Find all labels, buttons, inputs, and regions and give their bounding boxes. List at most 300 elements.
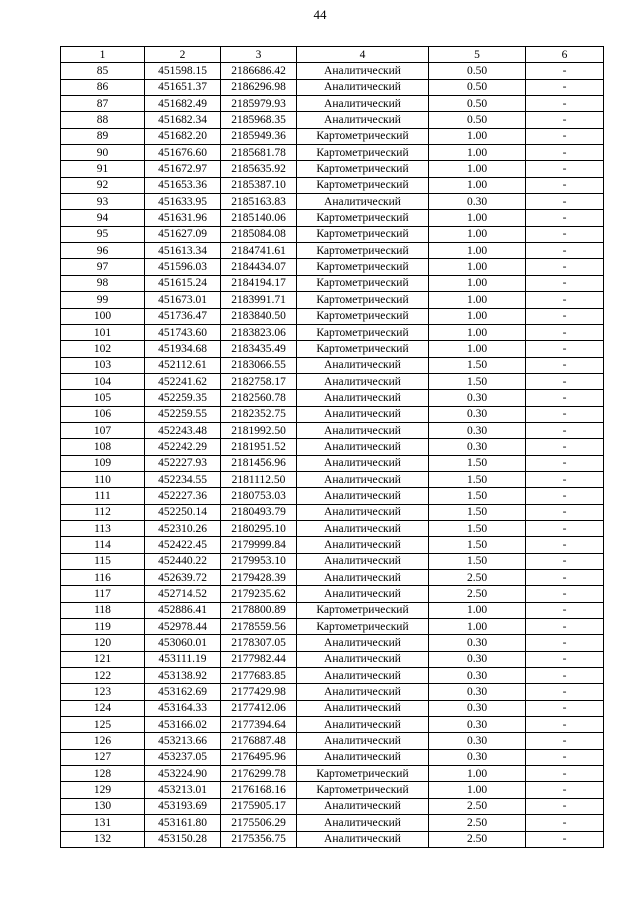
x-coordinate-cell: 451615.24 bbox=[145, 275, 221, 291]
x-coordinate-cell: 452886.41 bbox=[145, 602, 221, 618]
table-row bbox=[61, 733, 604, 749]
x-coordinate-cell: 452227.36 bbox=[145, 488, 221, 504]
description-cell: - bbox=[526, 570, 604, 586]
y-coordinate-cell: 2177429.98 bbox=[221, 684, 297, 700]
method-cell: Аналитический bbox=[297, 422, 429, 438]
table-row bbox=[61, 635, 604, 651]
method-cell: Аналитический bbox=[297, 831, 429, 847]
description-cell: - bbox=[526, 749, 604, 765]
table-row bbox=[61, 570, 604, 586]
point-number-cell: 92 bbox=[61, 177, 145, 193]
description-cell: - bbox=[526, 79, 604, 95]
description-cell: - bbox=[526, 406, 604, 422]
accuracy-cell: 2.50 bbox=[429, 815, 526, 831]
accuracy-cell: 0.30 bbox=[429, 422, 526, 438]
point-number-cell: 121 bbox=[61, 651, 145, 667]
accuracy-cell: 0.30 bbox=[429, 700, 526, 716]
method-cell: Аналитический bbox=[297, 79, 429, 95]
method-cell: Картометрический bbox=[297, 341, 429, 357]
description-cell: - bbox=[526, 308, 604, 324]
method-cell: Картометрический bbox=[297, 210, 429, 226]
description-cell: - bbox=[526, 488, 604, 504]
x-coordinate-cell: 451613.34 bbox=[145, 243, 221, 259]
y-coordinate-cell: 2176887.48 bbox=[221, 733, 297, 749]
point-number-cell: 89 bbox=[61, 128, 145, 144]
table-row bbox=[61, 194, 604, 210]
y-coordinate-cell: 2184741.61 bbox=[221, 243, 297, 259]
method-cell: Аналитический bbox=[297, 504, 429, 520]
x-coordinate-cell: 453060.01 bbox=[145, 635, 221, 651]
x-coordinate-cell: 452978.44 bbox=[145, 619, 221, 635]
y-coordinate-cell: 2178800.89 bbox=[221, 602, 297, 618]
accuracy-cell: 1.50 bbox=[429, 504, 526, 520]
x-coordinate-cell: 452242.29 bbox=[145, 439, 221, 455]
method-cell: Аналитический bbox=[297, 471, 429, 487]
y-coordinate-cell: 2181456.96 bbox=[221, 455, 297, 471]
point-number-cell: 118 bbox=[61, 602, 145, 618]
point-number-cell: 128 bbox=[61, 766, 145, 782]
x-coordinate-cell: 453237.05 bbox=[145, 749, 221, 765]
y-coordinate-cell: 2184194.17 bbox=[221, 275, 297, 291]
method-cell: Картометрический bbox=[297, 292, 429, 308]
table-row bbox=[61, 324, 604, 340]
accuracy-cell: 1.00 bbox=[429, 161, 526, 177]
method-cell: Аналитический bbox=[297, 390, 429, 406]
table-row bbox=[61, 275, 604, 291]
table-row bbox=[61, 668, 604, 684]
accuracy-cell: 0.30 bbox=[429, 406, 526, 422]
method-cell: Аналитический bbox=[297, 406, 429, 422]
table-row bbox=[61, 831, 604, 847]
y-coordinate-cell: 2185681.78 bbox=[221, 145, 297, 161]
x-coordinate-cell: 453224.90 bbox=[145, 766, 221, 782]
description-cell: - bbox=[526, 422, 604, 438]
accuracy-cell: 0.50 bbox=[429, 79, 526, 95]
point-number-cell: 93 bbox=[61, 194, 145, 210]
point-number-cell: 114 bbox=[61, 537, 145, 553]
accuracy-cell: 0.50 bbox=[429, 112, 526, 128]
x-coordinate-cell: 452310.26 bbox=[145, 520, 221, 536]
description-cell: - bbox=[526, 259, 604, 275]
table-row bbox=[61, 226, 604, 242]
point-number-cell: 97 bbox=[61, 259, 145, 275]
accuracy-cell: 0.50 bbox=[429, 63, 526, 79]
description-cell: - bbox=[526, 210, 604, 226]
method-cell: Аналитический bbox=[297, 651, 429, 667]
accuracy-cell: 2.50 bbox=[429, 831, 526, 847]
point-number-cell: 125 bbox=[61, 717, 145, 733]
method-cell: Картометрический bbox=[297, 766, 429, 782]
x-coordinate-cell: 451633.95 bbox=[145, 194, 221, 210]
point-number-cell: 88 bbox=[61, 112, 145, 128]
accuracy-cell: 1.00 bbox=[429, 177, 526, 193]
description-cell: - bbox=[526, 439, 604, 455]
point-number-cell: 102 bbox=[61, 341, 145, 357]
point-number-cell: 123 bbox=[61, 684, 145, 700]
method-cell: Картометрический bbox=[297, 145, 429, 161]
y-coordinate-cell: 2185163.83 bbox=[221, 194, 297, 210]
point-number-cell: 107 bbox=[61, 422, 145, 438]
method-cell: Аналитический bbox=[297, 439, 429, 455]
table-row bbox=[61, 488, 604, 504]
method-cell: Картометрический bbox=[297, 782, 429, 798]
method-cell: Аналитический bbox=[297, 570, 429, 586]
table-row bbox=[61, 766, 604, 782]
description-cell: - bbox=[526, 668, 604, 684]
y-coordinate-cell: 2180493.79 bbox=[221, 504, 297, 520]
x-coordinate-cell: 452234.55 bbox=[145, 471, 221, 487]
y-coordinate-cell: 2180295.10 bbox=[221, 520, 297, 536]
accuracy-cell: 1.00 bbox=[429, 259, 526, 275]
y-coordinate-cell: 2184434.07 bbox=[221, 259, 297, 275]
x-coordinate-cell: 452714.52 bbox=[145, 586, 221, 602]
y-coordinate-cell: 2181951.52 bbox=[221, 439, 297, 455]
description-cell: - bbox=[526, 831, 604, 847]
point-number-cell: 119 bbox=[61, 619, 145, 635]
table-row bbox=[61, 619, 604, 635]
x-coordinate-cell: 452241.62 bbox=[145, 373, 221, 389]
x-coordinate-cell: 451673.01 bbox=[145, 292, 221, 308]
point-number-cell: 129 bbox=[61, 782, 145, 798]
description-cell: - bbox=[526, 471, 604, 487]
y-coordinate-cell: 2182758.17 bbox=[221, 373, 297, 389]
accuracy-cell: 0.30 bbox=[429, 635, 526, 651]
point-number-cell: 106 bbox=[61, 406, 145, 422]
accuracy-cell: 1.50 bbox=[429, 455, 526, 471]
y-coordinate-cell: 2182560.78 bbox=[221, 390, 297, 406]
method-cell: Картометрический bbox=[297, 177, 429, 193]
method-cell: Картометрический bbox=[297, 243, 429, 259]
x-coordinate-cell: 451596.03 bbox=[145, 259, 221, 275]
point-number-cell: 113 bbox=[61, 520, 145, 536]
accuracy-cell: 1.00 bbox=[429, 275, 526, 291]
y-coordinate-cell: 2178559.56 bbox=[221, 619, 297, 635]
method-cell: Картометрический bbox=[297, 602, 429, 618]
x-coordinate-cell: 452259.55 bbox=[145, 406, 221, 422]
y-coordinate-cell: 2176168.16 bbox=[221, 782, 297, 798]
table-row bbox=[61, 112, 604, 128]
point-number-cell: 94 bbox=[61, 210, 145, 226]
accuracy-cell: 1.50 bbox=[429, 357, 526, 373]
point-number-cell: 110 bbox=[61, 471, 145, 487]
table-row bbox=[61, 161, 604, 177]
method-cell: Аналитический bbox=[297, 700, 429, 716]
table-row bbox=[61, 455, 604, 471]
accuracy-cell: 2.50 bbox=[429, 798, 526, 814]
description-cell: - bbox=[526, 112, 604, 128]
y-coordinate-cell: 2185949.36 bbox=[221, 128, 297, 144]
point-number-cell: 132 bbox=[61, 831, 145, 847]
y-coordinate-cell: 2183840.50 bbox=[221, 308, 297, 324]
accuracy-cell: 1.50 bbox=[429, 537, 526, 553]
description-cell: - bbox=[526, 341, 604, 357]
table-row bbox=[61, 717, 604, 733]
description-cell: - bbox=[526, 586, 604, 602]
accuracy-cell: 0.30 bbox=[429, 668, 526, 684]
description-cell: - bbox=[526, 373, 604, 389]
method-cell: Картометрический bbox=[297, 619, 429, 635]
method-cell: Аналитический bbox=[297, 112, 429, 128]
x-coordinate-cell: 451743.60 bbox=[145, 324, 221, 340]
y-coordinate-cell: 2175356.75 bbox=[221, 831, 297, 847]
x-coordinate-cell: 453166.02 bbox=[145, 717, 221, 733]
method-cell: Аналитический bbox=[297, 63, 429, 79]
page-number: 44 bbox=[313, 7, 327, 22]
accuracy-cell: 0.30 bbox=[429, 684, 526, 700]
method-cell: Картометрический bbox=[297, 324, 429, 340]
point-number-cell: 111 bbox=[61, 488, 145, 504]
table-row bbox=[61, 210, 604, 226]
table-row bbox=[61, 177, 604, 193]
point-number-cell: 101 bbox=[61, 324, 145, 340]
x-coordinate-cell: 452440.22 bbox=[145, 553, 221, 569]
y-coordinate-cell: 2179235.62 bbox=[221, 586, 297, 602]
y-coordinate-cell: 2185979.93 bbox=[221, 96, 297, 112]
y-coordinate-cell: 2185084.08 bbox=[221, 226, 297, 242]
column-header: 6 bbox=[526, 47, 604, 63]
method-cell: Картометрический bbox=[297, 259, 429, 275]
point-number-cell: 96 bbox=[61, 243, 145, 259]
y-coordinate-cell: 2183823.06 bbox=[221, 324, 297, 340]
description-cell: - bbox=[526, 651, 604, 667]
accuracy-cell: 1.50 bbox=[429, 373, 526, 389]
accuracy-cell: 1.00 bbox=[429, 782, 526, 798]
description-cell: - bbox=[526, 782, 604, 798]
description-cell: - bbox=[526, 700, 604, 716]
method-cell: Аналитический bbox=[297, 455, 429, 471]
table-row bbox=[61, 749, 604, 765]
accuracy-cell: 1.50 bbox=[429, 553, 526, 569]
description-cell: - bbox=[526, 177, 604, 193]
description-cell: - bbox=[526, 145, 604, 161]
accuracy-cell: 1.00 bbox=[429, 341, 526, 357]
point-number-cell: 85 bbox=[61, 63, 145, 79]
table-row bbox=[61, 602, 604, 618]
table-row bbox=[61, 553, 604, 569]
description-cell: - bbox=[526, 684, 604, 700]
method-cell: Картометрический bbox=[297, 275, 429, 291]
y-coordinate-cell: 2179428.39 bbox=[221, 570, 297, 586]
y-coordinate-cell: 2179953.10 bbox=[221, 553, 297, 569]
method-cell: Аналитический bbox=[297, 717, 429, 733]
column-header: 2 bbox=[145, 47, 221, 63]
table-row bbox=[61, 406, 604, 422]
point-number-cell: 124 bbox=[61, 700, 145, 716]
accuracy-cell: 1.00 bbox=[429, 243, 526, 259]
y-coordinate-cell: 2180753.03 bbox=[221, 488, 297, 504]
y-coordinate-cell: 2182352.75 bbox=[221, 406, 297, 422]
x-coordinate-cell: 451676.60 bbox=[145, 145, 221, 161]
table-row bbox=[61, 79, 604, 95]
x-coordinate-cell: 451627.09 bbox=[145, 226, 221, 242]
x-coordinate-cell: 451598.15 bbox=[145, 63, 221, 79]
method-cell: Аналитический bbox=[297, 553, 429, 569]
point-number-cell: 90 bbox=[61, 145, 145, 161]
description-cell: - bbox=[526, 520, 604, 536]
point-number-cell: 103 bbox=[61, 357, 145, 373]
column-header: 3 bbox=[221, 47, 297, 63]
y-coordinate-cell: 2177982.44 bbox=[221, 651, 297, 667]
y-coordinate-cell: 2185968.35 bbox=[221, 112, 297, 128]
point-number-cell: 95 bbox=[61, 226, 145, 242]
coordinates-table bbox=[60, 46, 604, 848]
point-number-cell: 91 bbox=[61, 161, 145, 177]
y-coordinate-cell: 2183435.49 bbox=[221, 341, 297, 357]
x-coordinate-cell: 453161.80 bbox=[145, 815, 221, 831]
method-cell: Аналитический bbox=[297, 488, 429, 504]
table-row bbox=[61, 520, 604, 536]
x-coordinate-cell: 451631.96 bbox=[145, 210, 221, 226]
description-cell: - bbox=[526, 635, 604, 651]
description-cell: - bbox=[526, 243, 604, 259]
method-cell: Аналитический bbox=[297, 749, 429, 765]
y-coordinate-cell: 2183991.71 bbox=[221, 292, 297, 308]
point-number-cell: 87 bbox=[61, 96, 145, 112]
accuracy-cell: 0.30 bbox=[429, 194, 526, 210]
accuracy-cell: 1.00 bbox=[429, 308, 526, 324]
table-row bbox=[61, 700, 604, 716]
table-row bbox=[61, 586, 604, 602]
table-row bbox=[61, 292, 604, 308]
description-cell: - bbox=[526, 128, 604, 144]
method-cell: Картометрический bbox=[297, 308, 429, 324]
method-cell: Аналитический bbox=[297, 520, 429, 536]
point-number-cell: 120 bbox=[61, 635, 145, 651]
method-cell: Аналитический bbox=[297, 357, 429, 373]
description-cell: - bbox=[526, 161, 604, 177]
point-number-cell: 130 bbox=[61, 798, 145, 814]
table-row bbox=[61, 504, 604, 520]
description-cell: - bbox=[526, 815, 604, 831]
x-coordinate-cell: 452639.72 bbox=[145, 570, 221, 586]
y-coordinate-cell: 2185635.92 bbox=[221, 161, 297, 177]
point-number-cell: 112 bbox=[61, 504, 145, 520]
y-coordinate-cell: 2183066.55 bbox=[221, 357, 297, 373]
x-coordinate-cell: 452250.14 bbox=[145, 504, 221, 520]
x-coordinate-cell: 453138.92 bbox=[145, 668, 221, 684]
table-row bbox=[61, 798, 604, 814]
method-cell: Аналитический bbox=[297, 635, 429, 651]
table-row bbox=[61, 373, 604, 389]
x-coordinate-cell: 452243.48 bbox=[145, 422, 221, 438]
accuracy-cell: 0.30 bbox=[429, 717, 526, 733]
description-cell: - bbox=[526, 504, 604, 520]
y-coordinate-cell: 2186296.98 bbox=[221, 79, 297, 95]
y-coordinate-cell: 2178307.05 bbox=[221, 635, 297, 651]
method-cell: Аналитический bbox=[297, 537, 429, 553]
x-coordinate-cell: 451682.34 bbox=[145, 112, 221, 128]
table-row bbox=[61, 684, 604, 700]
method-cell: Аналитический bbox=[297, 373, 429, 389]
y-coordinate-cell: 2185387.10 bbox=[221, 177, 297, 193]
point-number-cell: 115 bbox=[61, 553, 145, 569]
y-coordinate-cell: 2175905.17 bbox=[221, 798, 297, 814]
table-row bbox=[61, 815, 604, 831]
table-row bbox=[61, 390, 604, 406]
x-coordinate-cell: 452227.93 bbox=[145, 455, 221, 471]
description-cell: - bbox=[526, 455, 604, 471]
y-coordinate-cell: 2186686.42 bbox=[221, 63, 297, 79]
method-cell: Аналитический bbox=[297, 684, 429, 700]
point-number-cell: 99 bbox=[61, 292, 145, 308]
table-row bbox=[61, 782, 604, 798]
point-number-cell: 117 bbox=[61, 586, 145, 602]
column-header: 1 bbox=[61, 47, 145, 63]
header-row bbox=[61, 47, 604, 63]
x-coordinate-cell: 453213.66 bbox=[145, 733, 221, 749]
y-coordinate-cell: 2181112.50 bbox=[221, 471, 297, 487]
point-number-cell: 105 bbox=[61, 390, 145, 406]
method-cell: Аналитический bbox=[297, 798, 429, 814]
y-coordinate-cell: 2177683.85 bbox=[221, 668, 297, 684]
description-cell: - bbox=[526, 96, 604, 112]
point-number-cell: 116 bbox=[61, 570, 145, 586]
description-cell: - bbox=[526, 766, 604, 782]
table-row bbox=[61, 651, 604, 667]
description-cell: - bbox=[526, 602, 604, 618]
point-number-cell: 126 bbox=[61, 733, 145, 749]
accuracy-cell: 1.00 bbox=[429, 619, 526, 635]
table-row bbox=[61, 308, 604, 324]
x-coordinate-cell: 451682.20 bbox=[145, 128, 221, 144]
table-body bbox=[61, 63, 604, 848]
accuracy-cell: 1.50 bbox=[429, 488, 526, 504]
accuracy-cell: 1.00 bbox=[429, 766, 526, 782]
description-cell: - bbox=[526, 357, 604, 373]
method-cell: Картометрический bbox=[297, 226, 429, 242]
point-number-cell: 86 bbox=[61, 79, 145, 95]
accuracy-cell: 1.00 bbox=[429, 602, 526, 618]
description-cell: - bbox=[526, 63, 604, 79]
y-coordinate-cell: 2177394.64 bbox=[221, 717, 297, 733]
y-coordinate-cell: 2176495.96 bbox=[221, 749, 297, 765]
point-number-cell: 131 bbox=[61, 815, 145, 831]
x-coordinate-cell: 451682.49 bbox=[145, 96, 221, 112]
x-coordinate-cell: 451672.97 bbox=[145, 161, 221, 177]
description-cell: - bbox=[526, 226, 604, 242]
point-number-cell: 109 bbox=[61, 455, 145, 471]
accuracy-cell: 0.30 bbox=[429, 651, 526, 667]
x-coordinate-cell: 452422.45 bbox=[145, 537, 221, 553]
description-cell: - bbox=[526, 537, 604, 553]
description-cell: - bbox=[526, 390, 604, 406]
table-row bbox=[61, 341, 604, 357]
accuracy-cell: 1.00 bbox=[429, 210, 526, 226]
table-row bbox=[61, 357, 604, 373]
table-row bbox=[61, 422, 604, 438]
y-coordinate-cell: 2179999.84 bbox=[221, 537, 297, 553]
x-coordinate-cell: 451653.36 bbox=[145, 177, 221, 193]
column-header: 4 bbox=[297, 47, 429, 63]
description-cell: - bbox=[526, 733, 604, 749]
accuracy-cell: 1.00 bbox=[429, 128, 526, 144]
description-cell: - bbox=[526, 292, 604, 308]
x-coordinate-cell: 453213.01 bbox=[145, 782, 221, 798]
accuracy-cell: 1.00 bbox=[429, 145, 526, 161]
accuracy-cell: 0.30 bbox=[429, 749, 526, 765]
x-coordinate-cell: 453162.69 bbox=[145, 684, 221, 700]
accuracy-cell: 1.00 bbox=[429, 324, 526, 340]
description-cell: - bbox=[526, 619, 604, 635]
method-cell: Аналитический bbox=[297, 668, 429, 684]
accuracy-cell: 0.30 bbox=[429, 733, 526, 749]
x-coordinate-cell: 451736.47 bbox=[145, 308, 221, 324]
accuracy-cell: 1.50 bbox=[429, 471, 526, 487]
y-coordinate-cell: 2176299.78 bbox=[221, 766, 297, 782]
method-cell: Аналитический bbox=[297, 733, 429, 749]
y-coordinate-cell: 2185140.06 bbox=[221, 210, 297, 226]
method-cell: Аналитический bbox=[297, 586, 429, 602]
